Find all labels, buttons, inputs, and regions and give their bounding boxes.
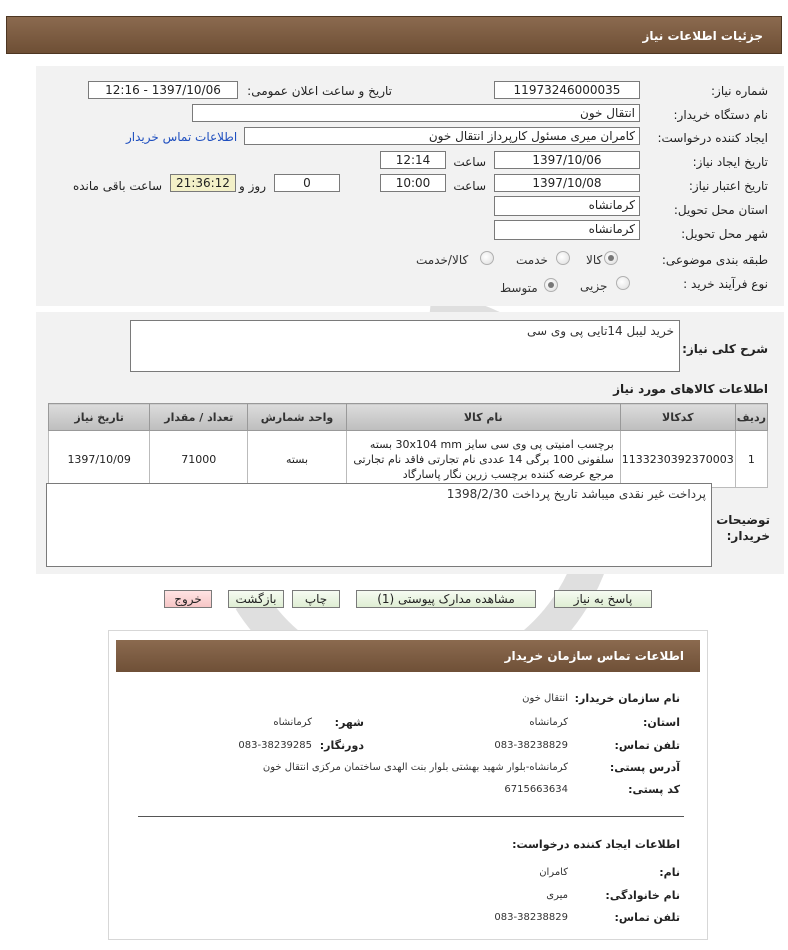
days-label: روز و — [239, 179, 266, 193]
cell-unit: بسته — [248, 431, 346, 488]
city-field: کرمانشاه — [494, 220, 640, 240]
cell-qty: 71000 — [150, 431, 248, 488]
province-field: کرمانشاه — [494, 196, 640, 216]
validity-date-field: 1397/10/08 — [494, 174, 640, 192]
col-code: کدکالا — [620, 404, 735, 431]
summary-textarea[interactable] — [130, 320, 680, 372]
validity-date-label: تاریخ اعتبار نیاز: — [688, 179, 768, 193]
items-title: اطلاعات کالاهای مورد نیاز — [613, 382, 768, 396]
col-date: تاریخ نیاز — [49, 404, 150, 431]
contact-postal-value: 6715663634 — [504, 784, 568, 795]
notes-text: پرداخت غیر نقدی میباشد تاریخ پرداخت 1398/2/30 — [446, 487, 706, 501]
summary-label: شرح کلی نیاز: — [682, 342, 768, 356]
created-time-field: 12:14 — [380, 151, 446, 169]
process-medium-label: متوسط — [500, 281, 538, 295]
announce-label: تاریخ و ساعت اعلان عمومی: — [247, 84, 392, 98]
col-row: ردیف — [735, 404, 767, 431]
remaining-time-field: 21:36:12 — [170, 174, 236, 192]
contact-city-label: شهر: — [334, 716, 364, 729]
process-label: نوع فرآیند خرید : — [683, 277, 768, 291]
cell-code: 1133230392370003 — [620, 431, 735, 488]
creator-family-label: نام خانوادگی: — [605, 889, 680, 902]
need-number-label: شماره نیاز: — [711, 84, 768, 98]
page-title: جزئیات اطلاعات نیاز — [642, 29, 763, 43]
province-label: استان محل تحویل: — [673, 203, 768, 217]
col-qty: تعداد / مقدار — [150, 404, 248, 431]
process-minor-label: جزیی — [580, 279, 608, 293]
creator-name-label: نام: — [659, 866, 680, 879]
col-name: نام کالا — [346, 404, 620, 431]
notes-textarea[interactable] — [46, 483, 712, 567]
contact-org-label: نام سازمان خریدار: — [574, 692, 680, 705]
creator-name-value: کامران — [539, 867, 568, 878]
reply-button[interactable]: پاسخ به نیاز — [554, 590, 652, 608]
contact-address-label: آدرس پستی: — [609, 761, 680, 774]
process-medium-radio[interactable] — [544, 278, 558, 292]
contact-header — [116, 640, 700, 672]
validity-time-field: 10:00 — [380, 174, 446, 192]
category-goods-service-label: کالا/خدمت — [416, 253, 469, 267]
buyer-org-label: نام دستگاه خریدار: — [673, 108, 768, 122]
buyer-contact-link[interactable]: اطلاعات تماس خریدار — [126, 130, 238, 144]
contact-divider — [138, 816, 684, 817]
back-button[interactable]: بازگشت — [228, 590, 284, 608]
contact-province-label: استان: — [643, 716, 680, 729]
cell-row: 1 — [735, 431, 767, 488]
items-table — [48, 403, 768, 488]
requester-label: ایجاد کننده درخواست: — [657, 131, 768, 145]
process-minor-radio[interactable] — [616, 276, 630, 290]
days-field: 0 — [274, 174, 340, 192]
need-number-field: 11973246000035 — [494, 81, 640, 99]
creator-family-value: میری — [546, 890, 568, 901]
contact-address-value: کرمانشاه-بلوار شهید بهشتی بلوار بنت الهدی ساختمان مرکزی انتقال خون — [262, 762, 568, 773]
created-date-field: 1397/10/06 — [494, 151, 640, 169]
contact-province-value: کرمانشاه — [529, 717, 568, 728]
contact-fax-label: دورنگار: — [319, 739, 364, 752]
creator-phone-value: 083-38238829 — [494, 912, 568, 923]
creator-phone-label: تلفن تماس: — [614, 911, 680, 924]
category-goods-radio[interactable] — [604, 251, 618, 265]
table-row — [49, 431, 768, 488]
contact-postal-label: کد پستی: — [628, 783, 680, 796]
contact-city-value: کرمانشاه — [273, 717, 312, 728]
contact-phone-value: 083-38238829 — [494, 740, 568, 751]
city-label: شهر محل تحویل: — [681, 227, 768, 241]
created-time-label: ساعت — [453, 155, 486, 169]
page-header — [6, 16, 782, 54]
notes-label: توضیحات خریدار: — [716, 513, 770, 543]
requester-field: کامران میری مسئول کارپرداز انتقال خون — [244, 127, 640, 145]
contact-fax-value: 083-38239285 — [238, 740, 312, 751]
contact-org-value: انتقال خون — [522, 693, 568, 704]
contact-title: اطلاعات تماس سازمان خریدار — [504, 649, 684, 663]
validity-time-label: ساعت — [453, 179, 486, 193]
cell-name: برچسب امنیتی پی وی سی سایز 30x104 mm بسته سلفونی 100 برگی 14 عددی نام تجارتی فاقد نام تجارتی مرجع عرضه کننده برچسب زرین نگار پاسارگاد — [346, 431, 620, 488]
cell-date: 1397/10/09 — [49, 431, 150, 488]
print-button[interactable]: چاپ — [292, 590, 340, 608]
contact-phone-label: تلفن تماس: — [614, 739, 680, 752]
category-goods-service-radio[interactable] — [480, 251, 494, 265]
announce-field: 1397/10/06 - 12:16 — [88, 81, 238, 99]
attachments-button[interactable]: مشاهده مدارک پیوستی (1) — [356, 590, 536, 608]
category-goods-label: کالا — [586, 253, 603, 267]
col-unit: واحد شمارش — [248, 404, 346, 431]
exit-button[interactable]: خروج — [164, 590, 212, 608]
creator-title: اطلاعات ایجاد کننده درخواست: — [512, 838, 680, 851]
category-service-radio[interactable] — [556, 251, 570, 265]
items-header-row — [49, 404, 768, 431]
created-date-label: تاریخ ایجاد نیاز: — [692, 155, 768, 169]
category-service-label: خدمت — [516, 253, 548, 267]
summary-text: خرید لیبل 14تایی پی وی سی — [527, 324, 674, 338]
category-label: طبقه بندی موضوعی: — [661, 253, 768, 267]
buyer-org-field: انتقال خون — [192, 104, 640, 122]
remaining-label: ساعت باقی مانده — [72, 179, 162, 193]
